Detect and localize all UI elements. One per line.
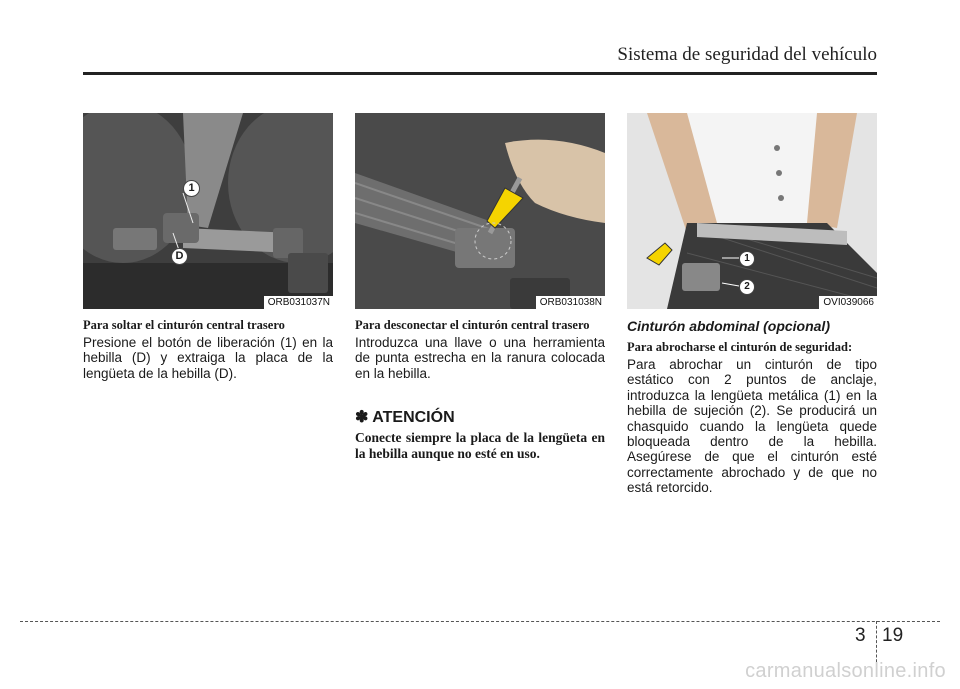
body-text: Para abrochar un cinturón de tipo estático con 2 puntos de anclaje, introduzca la lengüeta metálica (1) en la hebilla de sujeción (2). Se producirá un chasquido cuando la lengüeta quede bloqueada dentro de la hebilla. Asegúrese de que el cinturón esté correctamente abrochado y de que no está retorcido. [627, 357, 877, 496]
caption: Para abrocharse el cinturón de seguridad: [627, 340, 853, 354]
callout-1: 1 [739, 251, 755, 267]
figure-disconnect-buckle [355, 113, 605, 309]
watermark: carmanualsonline.info [745, 660, 946, 682]
callout-2: 2 [739, 279, 755, 295]
page-header-title: Sistema de seguridad del vehículo [617, 44, 877, 65]
figure-release-buckle [83, 113, 333, 309]
lap-belt-photo [627, 113, 877, 309]
footer-rule [20, 621, 940, 622]
callout-1: 1 [183, 180, 200, 197]
caption: Para desconectar el cinturón central trasero [355, 318, 590, 332]
attention-heading: ✽ ATENCIÓN [355, 409, 455, 427]
header-rule [83, 72, 877, 75]
figure-code: OVI039066 [819, 296, 877, 309]
page-number: 19 [882, 625, 904, 646]
figure-code: ORB031038N [536, 296, 605, 309]
column-disconnect [355, 318, 605, 462]
figure-code: ORB031037N [264, 296, 333, 309]
callout-d: D [171, 248, 188, 265]
chapter-number: 3 [855, 625, 866, 646]
figure-lap-belt [627, 113, 877, 309]
section-heading: Cinturón abdominal (opcional) [627, 318, 830, 334]
column-release [83, 318, 333, 381]
body-text: Introduzca una llave o una herramienta de punta estrecha en la ranura colocada en la hebilla. [355, 335, 605, 381]
key-in-buckle-photo [355, 113, 605, 309]
caption: Para soltar el cinturón central trasero [83, 318, 285, 332]
column-lap-belt [627, 318, 877, 496]
body-text: Presione el botón de liberación (1) en la hebilla (D) y extraiga la placa de la lengüeta de la hebilla (D). [83, 335, 333, 381]
attention-body: Conecte siempre la placa de la lengüeta en la hebilla aunque no esté en uso. [355, 430, 605, 462]
seat-buckle-photo [83, 113, 333, 309]
